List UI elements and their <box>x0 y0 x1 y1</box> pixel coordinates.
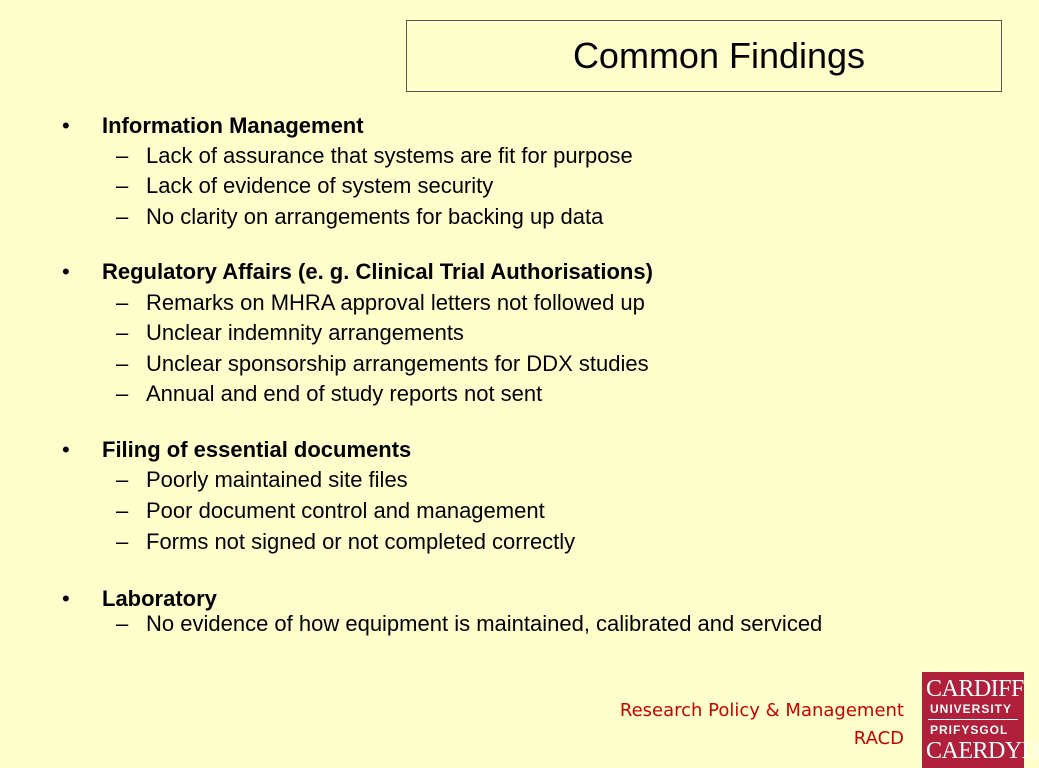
bullet-marker: • <box>62 113 70 138</box>
dash-marker: – <box>116 204 129 229</box>
section-heading: Laboratory <box>102 586 217 611</box>
dash-marker: – <box>116 173 129 198</box>
list-item-text: No clarity on arrangements for backing up data <box>146 204 604 229</box>
list-item <box>116 527 575 557</box>
footer-department: Research Policy & Management <box>619 700 904 721</box>
list-item <box>116 379 542 409</box>
list-item-text: Poorly maintained site files <box>146 467 408 492</box>
dash-marker: – <box>116 381 129 406</box>
list-item-text: Forms not signed or not completed correctly <box>146 529 576 554</box>
footer-code: RACD <box>853 728 904 749</box>
list-item-text: Remarks on MHRA approval letters not followed up <box>146 290 645 315</box>
section-heading: Regulatory Affairs (e. g. Clinical Trial Authorisations) <box>102 259 653 284</box>
list-item-text: Lack of assurance that systems are fit for purpose <box>146 143 633 168</box>
logo-line-prifysgol: PRIFYSGOL <box>930 723 1009 737</box>
dash-marker: – <box>116 611 129 636</box>
list-item <box>116 288 645 318</box>
dash-marker: – <box>116 143 129 168</box>
logo-line-cardiff: CARDIFF <box>926 676 1024 702</box>
list-item-text: Unclear sponsorship arrangements for DDX studies <box>146 351 649 376</box>
list-item <box>116 496 545 526</box>
page-title: Common Findings <box>572 35 866 76</box>
list-item-text: Unclear indemnity arrangements <box>146 320 464 345</box>
logo-divider <box>928 719 1018 720</box>
cardiff-university-logo <box>922 672 1039 768</box>
section-heading: Filing of essential documents <box>102 437 412 462</box>
bullet-marker: • <box>62 437 70 462</box>
logo-line-university: UNIVERSITY <box>930 702 1013 716</box>
dash-marker: – <box>116 529 129 554</box>
section-heading: Information Management <box>102 113 364 138</box>
list-item <box>116 349 649 379</box>
dash-marker: – <box>116 498 129 523</box>
bullet-marker: • <box>62 586 70 611</box>
list-item-text: Lack of evidence of system security <box>146 173 494 198</box>
list-item <box>116 609 822 639</box>
list-item <box>116 318 464 348</box>
dash-marker: – <box>116 351 129 376</box>
list-item <box>116 141 633 171</box>
list-item <box>116 202 603 232</box>
bullet-marker: • <box>62 259 70 284</box>
footer-text <box>620 697 904 753</box>
list-item-text: Poor document control and management <box>146 498 545 523</box>
list-item-text: Annual and end of study reports not sent <box>146 381 543 406</box>
dash-marker: – <box>116 320 129 345</box>
dash-marker: – <box>116 290 129 315</box>
title-box <box>406 20 1002 92</box>
dash-marker: – <box>116 467 129 492</box>
list-item <box>116 171 493 201</box>
logo-line-caerdydd: CAERDYD <box>926 738 1039 764</box>
list-item-text: No evidence of how equipment is maintained, calibrated and serviced <box>146 611 823 636</box>
list-item <box>116 465 408 495</box>
